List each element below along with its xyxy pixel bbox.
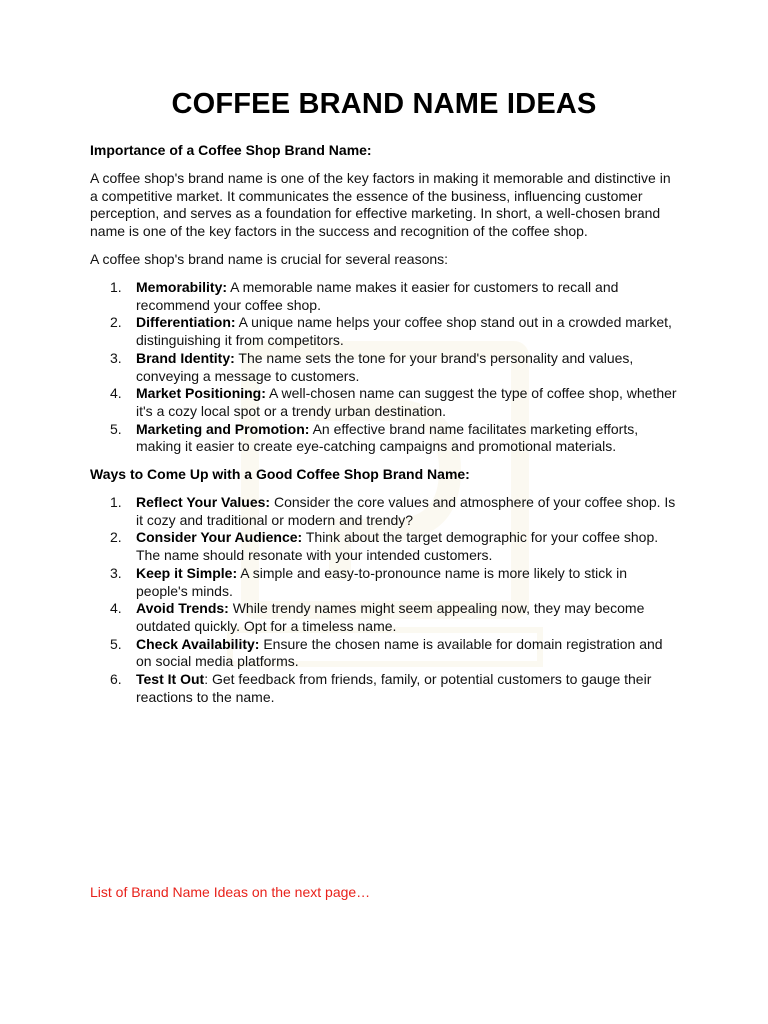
list-item: 5. Check Availability: Ensure the chosen name is available for domain registration and on social media platforms. <box>110 635 663 670</box>
list-item: 2. Consider Your Audience: Think about the target demographic for your coffee shop. The name should resonate with your intended customers. <box>110 529 659 564</box>
reasons-list <box>90 279 680 456</box>
list-item: 4. Market Positioning: A well-chosen name can suggest the type of coffee shop, whether it's a cozy local spot or a trendy urban destination. <box>110 385 677 419</box>
list-item: 3. Brand Identity: The name sets the tone for your brand's personality and values, conveying a message to customers. <box>110 349 634 384</box>
list-item: 4. Avoid Trends: While trendy names might seem appealing now, they may become outdated quickly. Opt for a timeless name. <box>110 600 645 634</box>
list-item: 6. Test It Out: Get feedback from friends, family, or potential customers to gauge their reactions to the name. <box>110 671 652 705</box>
list-item: 2. Differentiation: A unique name helps your coffee shop stand out in a crowded market, distinguishing it from competitors. <box>110 314 672 349</box>
reasons-intro: A coffee shop's brand name is crucial for several reasons: <box>90 251 449 267</box>
page-title: COFFEE BRAND NAME IDEAS <box>171 88 597 120</box>
ways-list <box>90 494 680 706</box>
list-item: 3. Keep it Simple: A simple and easy-to-pronounce name is more likely to stick in people's minds. <box>110 564 627 599</box>
list-item: 1. Memorability: A memorable name makes it easier for customers to recall and recommend your coffee shop. <box>110 279 619 313</box>
section-heading-importance: Importance of a Coffee Shop Brand Name: <box>90 142 372 158</box>
importance-paragraph: A coffee shop's brand name is one of the key factors in making it memorable and distinctive in a competitive market. It communicates the essence of the business, influencing customer perception, and serves as a foundation for effective marketing. In short, a well-chosen brand name is one of the key factors in the success and recognition of the coffee shop. <box>90 170 671 240</box>
list-item: 5. Marketing and Promotion: An effective brand name facilitates marketing efforts, making it easier to create eye-catching campaigns and promotional materials. <box>110 420 639 455</box>
list-item: 1. Reflect Your Values: Consider the core values and atmosphere of your coffee shop. Is it cozy and traditional or modern and trendy? <box>110 494 676 528</box>
section-heading-ways: Ways to Come Up with a Good Coffee Shop Brand Name: <box>90 466 470 482</box>
next-page-note: List of Brand Name Ideas on the next page… <box>90 884 371 900</box>
